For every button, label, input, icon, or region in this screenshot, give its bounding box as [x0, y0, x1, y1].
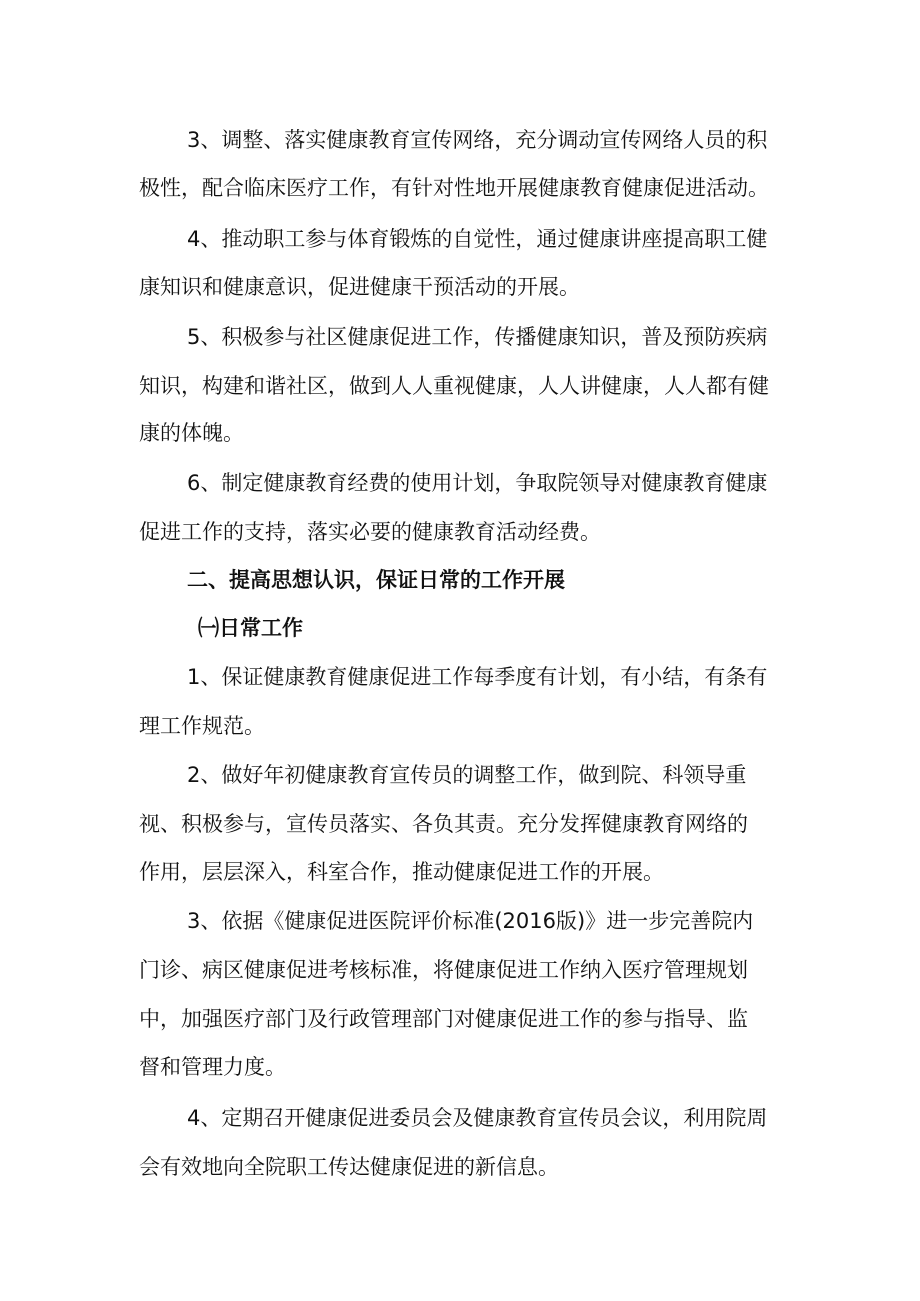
- item-3-line-3: 中，加强医疗部门及行政管理部门对健康促进工作的参与指导、监: [139, 1007, 748, 1031]
- item-1-line-2: 理工作规范。: [139, 714, 265, 738]
- subsection-heading: ㈠日常工作: [198, 616, 303, 640]
- paragraph-5-line-1: 5、积极参与社区健康促进工作，传播健康知识，普及预防疾病: [187, 325, 768, 349]
- paragraph-3-line-2: 极性，配合临床医疗工作，有针对性地开展健康教育健康促进活动。: [139, 176, 769, 200]
- item-3-line-1: 3、依据《健康促进医院评价标准(2016版)》进一步完善院内: [187, 909, 754, 933]
- item-3-line-2: 门诊、病区健康促进考核标准，将健康促进工作纳入医疗管理规划: [139, 958, 748, 982]
- paragraph-4-line-1: 4、推动职工参与体育锻炼的自觉性，通过健康讲座提高职工健: [187, 227, 768, 251]
- section-heading: 二、提高思想认识，保证日常的工作开展: [187, 568, 565, 592]
- paragraph-5-line-2: 知识，构建和谐社区，做到人人重视健康，人人讲健康，人人都有健: [139, 374, 769, 398]
- item-2-line-2: 视、积极参与，宣传员落实、各负其责。充分发挥健康教育网络的: [139, 812, 748, 836]
- item-2-line-1: 2、做好年初健康教育宣传员的调整工作，做到院、科领导重: [187, 763, 747, 787]
- item-4-line-1: 4、定期召开健康促进委员会及健康教育宣传员会议，利用院周: [187, 1106, 768, 1130]
- item-1-line-1: 1、保证健康教育健康促进工作每季度有计划，有小结，有条有: [187, 665, 768, 689]
- paragraph-6-line-2: 促进工作的支持，落实必要的健康教育活动经费。: [139, 520, 601, 544]
- paragraph-5-line-3: 康的体魄。: [139, 421, 244, 445]
- paragraph-6-line-1: 6、制定健康教育经费的使用计划，争取院领导对健康教育健康: [187, 471, 768, 495]
- paragraph-4-line-2: 康知识和健康意识，促进健康干预活动的开展。: [139, 275, 580, 299]
- paragraph-3-line-1: 3、调整、落实健康教育宣传网络，充分调动宣传网络人员的积: [187, 128, 768, 152]
- item-2-line-3: 作用，层层深入，科室合作，推动健康促进工作的开展。: [139, 860, 664, 884]
- item-3-line-4: 督和管理力度。: [139, 1055, 286, 1079]
- item-4-line-2: 会有效地向全院职工传达健康促进的新信息。: [139, 1155, 559, 1179]
